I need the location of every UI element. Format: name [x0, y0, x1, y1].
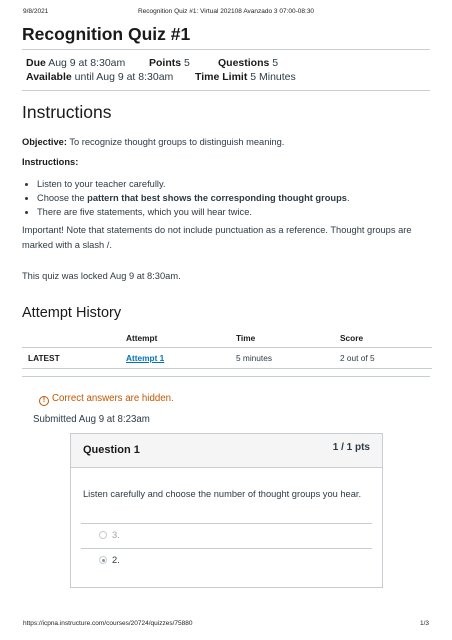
question-points: 1 / 1 pts: [332, 442, 370, 453]
objective-label: Objective:: [22, 137, 67, 147]
attempt-link[interactable]: Attempt 1: [126, 353, 165, 363]
quiz-time-limit: [195, 71, 296, 83]
quiz-available: [26, 71, 173, 83]
instruction-item: • Listen to your teacher carefully.: [37, 177, 350, 191]
print-page-title: Recognition Quiz #1: Virtual 202108 Avanzado 3 07:00-08:30: [137, 8, 315, 15]
questions-label: Questions: [218, 57, 270, 69]
answer-option[interactable]: [81, 523, 372, 549]
header-score: Score: [340, 333, 364, 343]
quiz-points: [149, 57, 190, 69]
instructions-list: [22, 177, 350, 219]
instruction-item: [37, 191, 350, 205]
points-label: Points: [149, 57, 182, 69]
answer-label: 2.: [112, 555, 120, 565]
question-text: Listen carefully and choose the number of thought groups you hear.: [83, 489, 362, 499]
question-title: Question 1: [83, 444, 140, 456]
answer-label: 3.: [112, 530, 120, 540]
objective: [22, 135, 428, 150]
meta-divider: [22, 90, 430, 91]
print-page-number: 1/3: [419, 620, 429, 627]
radio-button[interactable]: [99, 531, 107, 539]
due-value: Aug 9 at 8:30am: [48, 57, 126, 69]
answer-option-selected[interactable]: [81, 549, 372, 573]
instruction-item: • There are five statements, which you will hear twice.: [37, 205, 350, 219]
due-label: Due: [26, 57, 46, 69]
title-divider: [22, 49, 430, 50]
quiz-title: Recognition Quiz #1: [22, 24, 191, 44]
quiz-due: [26, 57, 125, 69]
available-label: Available: [26, 71, 72, 83]
attempt-history-table: [22, 329, 432, 369]
table-header-row: [22, 329, 432, 348]
score-cell: 2 out of 5: [334, 348, 432, 369]
answers-hidden-text: Correct answers are hidden.: [52, 393, 174, 404]
print-date: 9/8/2021: [23, 8, 49, 15]
answers-hidden-notice: [39, 393, 174, 406]
latest-label: LATEST: [22, 348, 120, 369]
time-cell: 5 minutes: [230, 348, 334, 369]
instruction-text: .: [346, 193, 350, 203]
results-divider: [22, 376, 430, 377]
instruction-text: Choose the: [37, 193, 88, 203]
question-card: [70, 433, 383, 588]
table-row: [22, 348, 432, 369]
print-footer: [23, 620, 429, 627]
instructions-heading: Instructions: [22, 102, 112, 122]
time-limit-label: Time Limit: [195, 71, 248, 83]
header-time: Time: [236, 333, 256, 343]
points-value: 5: [184, 57, 190, 69]
header-attempt: Attempt: [126, 333, 158, 343]
time-limit-value: 5 Minutes: [250, 71, 296, 83]
instructions-label-text: Instructions:: [22, 157, 79, 167]
header-empty: [22, 329, 120, 348]
radio-button-selected[interactable]: [99, 556, 107, 564]
instruction-emphasis: pattern that best shows the corresponding thought groups: [87, 193, 347, 203]
important-note: Important! Note that statements do not include punctuation as a reference. Thought groups are marked with a slash /.: [22, 225, 412, 250]
attempt-cell: [120, 348, 230, 369]
available-value: until Aug 9 at 8:30am: [74, 71, 174, 83]
submitted-time: Submitted Aug 9 at 8:23am: [33, 414, 150, 425]
instructions-label: [22, 155, 428, 170]
question-header: [71, 434, 382, 468]
print-url: https://icpna.instructure.com/courses/20724/quizzes/75880: [23, 620, 193, 627]
attempt-history-title: Attempt History: [22, 305, 122, 321]
warning-icon: !: [39, 396, 49, 406]
objective-text: To recognize thought groups to distinguish meaning.: [66, 137, 285, 147]
quiz-questions: [218, 57, 278, 69]
questions-value: 5: [272, 57, 279, 69]
locked-notice: This quiz was locked Aug 9 at 8:30am.: [22, 271, 181, 281]
